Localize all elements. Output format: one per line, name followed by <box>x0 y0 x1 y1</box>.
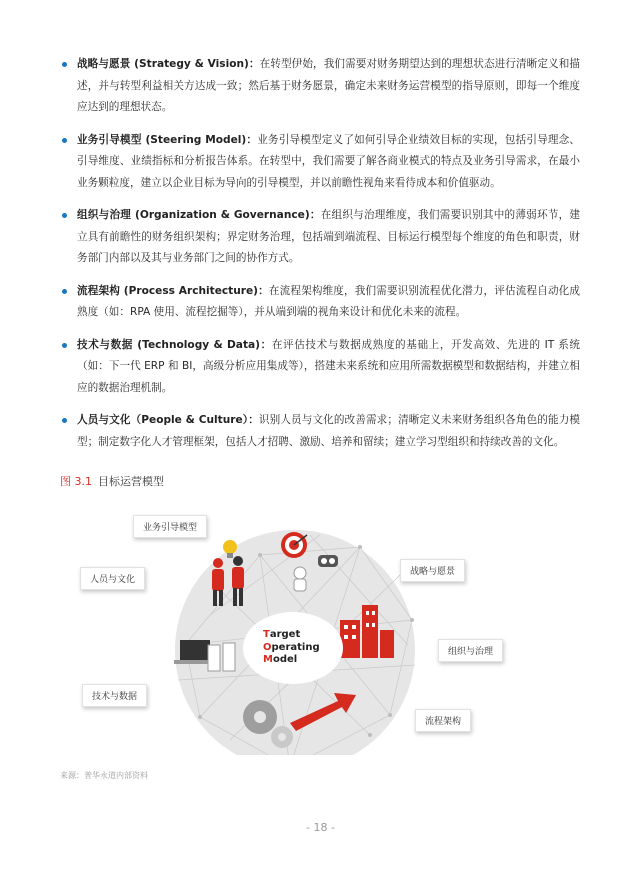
bullet-text: 业务引导模型定义了如何引导企业绩效目标的实现，包括引导理念、引导维度、业绩指标和分析报告体系。在转型中，我们需要了解各商业模式的特点及业务引导需求，在最小业务颗粒度，建立以企业目标为导向的引导模型，并以前瞻性视角来看待成本和价值驱动。 <box>77 133 580 189</box>
bullet-strategy <box>60 54 580 119</box>
source-note: 来源：普华永道内部资料 <box>60 771 148 780</box>
bullet-text: 在流程架构维度，我们需要识别流程优化潜力，评估流程自动化成熟度（如：RPA 使用、流程挖掘等），并从端到端的视角来设计和优化未来的流程。 <box>77 284 580 318</box>
center-title <box>243 612 343 684</box>
bullet-dot <box>62 289 67 294</box>
bullet-heading: 流程架构 (Process Architecture)： <box>77 284 269 297</box>
bullet-heading: 组织与治理 (Organization & Governance)： <box>77 209 321 221</box>
bullet-dot <box>62 138 67 143</box>
target-operating-model-figure <box>60 495 580 755</box>
bullet-dot <box>62 62 67 67</box>
bullet-heading: 战略与愿景 (Strategy & Vision)： <box>77 58 260 70</box>
label-process-architecture: 流程架构 <box>415 709 471 732</box>
bullet-heading: 人员与文化（People & Culture）： <box>77 414 259 426</box>
bullet-dot <box>62 418 67 423</box>
robot-icon <box>294 567 306 591</box>
bullet-text: 识别人员与文化的改善需求；清晰定义未来财务组织各角色的能力模型；制定数字化人才管理框架，包括人才招聘、激励、培养和留续；建立学习型组织和持续改善的文化。 <box>77 414 581 448</box>
figure-title: 目标运营模型 <box>98 475 164 488</box>
bullet-people <box>60 410 580 453</box>
figure-caption <box>60 473 164 489</box>
bullet-text: 在转型伊始，我们需要对财务期望达到的理想状态进行清晰定义和描述，并与转型利益相关方达成一致；然后基于财务愿景，确定未来财务运营模型的指导原则，即每一个维度应达到的理想状态。 <box>77 58 580 113</box>
bullet-steering <box>60 130 580 195</box>
label-technology-data: 技术与数据 <box>82 684 147 707</box>
bullet-list <box>60 54 580 464</box>
bullet-technology <box>60 335 580 400</box>
bullet-heading: 技术与数据 (Technology & Data)： <box>77 338 272 351</box>
label-people-culture: 人员与文化 <box>80 567 145 590</box>
vr-headset-icon <box>318 555 338 567</box>
label-strategy-vision: 战略与愿景 <box>400 559 465 582</box>
bullet-dot <box>62 343 67 348</box>
bullet-text: 在组织与治理维度，我们需要识别其中的薄弱环节，建立具有前瞻性的财务组织架构；界定财务治理，包括端到端流程、目标运行模型每个维度的角色和职责，财务部门内部以及其与业务部门之间的协作方式。 <box>77 209 581 264</box>
label-steering-model: 业务引导模型 <box>133 515 207 538</box>
bullet-dot <box>62 213 67 218</box>
target-icon <box>281 532 307 558</box>
center-title-line: Model <box>263 654 298 666</box>
page-number: - 18 - <box>306 821 335 834</box>
bullet-organization <box>60 205 580 270</box>
figure-number: 图 3.1 <box>60 475 92 488</box>
bullet-heading: 业务引导模型 (Steering Model)： <box>77 133 258 146</box>
bullet-text: 在评估技术与数据成熟度的基础上，开发高效、先进的 IT 系统（如：下一代 ERP 和 BI，高级分析应用集成等），搭建未来系统和应用所需数据模型和数据结构，并建立相应的数据治理机制。 <box>77 338 581 394</box>
label-organization-governance: 组织与治理 <box>438 639 503 662</box>
center-title-line: Operating <box>263 641 320 653</box>
center-title-line: Target <box>263 629 301 641</box>
bullet-process <box>60 281 580 324</box>
